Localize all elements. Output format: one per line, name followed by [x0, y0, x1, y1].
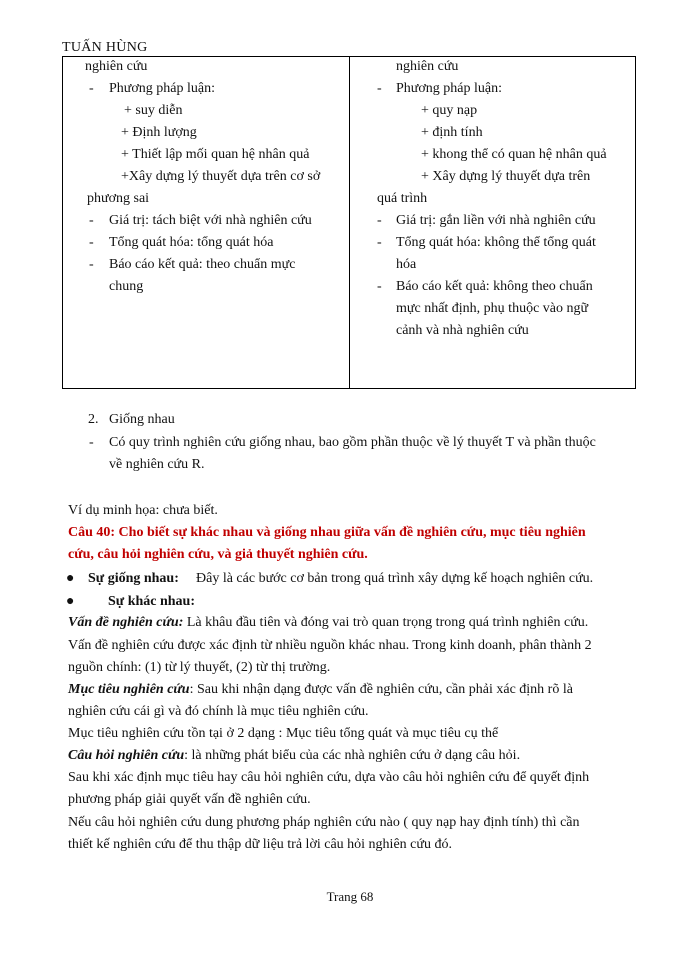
right-value: Giá trị: gắn liền với nhà nghiên cứu: [396, 213, 596, 228]
question-title-2: cứu, câu hỏi nghiên cứu, và giả thuyết nghiên cứu.: [68, 547, 368, 562]
right-method-3: + khong thể có quan hệ nhân quả: [421, 147, 607, 162]
right-report-2: mực nhất định, phụ thuộc vào ngữ: [396, 301, 589, 316]
objective-text: : Sau khi nhận dạng được vấn đề nghiên cứu, cần phải xác định rõ là: [189, 682, 573, 697]
right-line-0: nghiên cứu: [396, 59, 459, 74]
left-method-2: + Định lượng: [121, 125, 197, 140]
left-method-4b: phương sai: [87, 191, 150, 206]
right-gen-dash: -: [377, 235, 382, 250]
right-method-4b: quá trình: [377, 191, 428, 206]
left-method-title: Phương pháp luận:: [109, 81, 215, 96]
design-line-2: thiết kế nghiên cứu để thu thập dữ liệu trả lời câu hỏi nghiên cứu đó.: [68, 837, 452, 852]
left-report-dash: -: [89, 257, 94, 272]
right-method-dash: -: [377, 81, 382, 96]
objective-types: Mục tiêu nghiên cứu tồn tại ở 2 dạng : Mục tiêu tổng quát và mục tiêu cụ thể: [68, 726, 499, 741]
left-method-3: + Thiết lập mối quan hệ nhân quả: [121, 147, 310, 162]
bullet-icon: ●: [66, 594, 75, 609]
right-gen-2: hóa: [396, 257, 417, 272]
similarities-label: Sự giống nhau:: [88, 571, 179, 586]
objective-label: Mục tiêu nghiên cứu: [68, 682, 190, 697]
left-value-dash: -: [89, 213, 94, 228]
problem-line-3: nguồn chính: (1) từ lý thuyết, (2) từ thị trường.: [68, 660, 331, 675]
method-line-2: phương pháp giải quyết vấn đề nghiên cứu.: [68, 792, 311, 807]
left-method-dash: -: [89, 81, 94, 96]
question-label: Câu hỏi nghiên cứu: [68, 748, 185, 763]
similar-line-1: Có quy trình nghiên cứu giống nhau, bao gồm phần thuộc về lý thuyết T và phần thuộc: [109, 435, 596, 450]
similarities-text: Đây là các bước cơ bản trong quá trình xây dựng kế hoạch nghiên cứu.: [196, 571, 594, 586]
table-divider: [349, 57, 350, 388]
question-title-1: Câu 40: Cho biết sự khác nhau và giống nhau giữa vấn đề nghiên cứu, mục tiêu nghiên: [68, 525, 586, 540]
comparison-table: [62, 56, 636, 389]
paragraph-question: [68, 747, 520, 765]
question-text: : là những phát biểu của các nhà nghiên cứu ở dạng câu hỏi.: [184, 748, 521, 763]
paragraph-objective: [68, 681, 573, 699]
left-value: Giá trị: tách biệt với nhà nghiên cứu: [109, 213, 312, 228]
right-gen-1: Tổng quát hóa: không thể tổng quát: [396, 235, 596, 250]
left-method-4: +Xây dựng lý thuyết dựa trên cơ sở: [121, 169, 321, 184]
right-report-dash: -: [377, 279, 382, 294]
left-report-2: chung: [109, 279, 144, 294]
right-value-dash: -: [377, 213, 382, 228]
right-method-2: + định tính: [421, 125, 483, 140]
left-report-1: Báo cáo kết quả: theo chuẩn mực: [109, 257, 296, 272]
problem-line-2: Vấn đề nghiên cứu được xác định từ nhiều nguồn khác nhau. Trong kinh doanh, phân thành 2: [68, 638, 592, 653]
right-method-1: + quy nạp: [421, 103, 478, 118]
design-line-1: Nếu câu hỏi nghiên cứu dung phương pháp nghiên cứu nào ( quy nạp hay định tính) thì cần: [68, 815, 580, 830]
similar-title: Giống nhau: [109, 412, 175, 427]
paragraph-problem: [68, 614, 588, 632]
page-number: Trang 68: [326, 889, 374, 904]
left-line-0: nghiên cứu: [85, 59, 148, 74]
similar-number: 2.: [88, 412, 99, 427]
similar-line-2: về nghiên cứu R.: [109, 457, 205, 472]
right-report-3: cảnh và nhà nghiên cứu: [396, 323, 529, 338]
similar-dash: -: [89, 435, 94, 450]
method-line-1: Sau khi xác định mục tiêu hay câu hỏi nghiên cứu, dựa vào câu hỏi nghiên cứu để quyết định: [68, 770, 590, 785]
page-header: TUẤN HÙNG: [62, 40, 148, 55]
problem-text: Là khâu đầu tiên và đóng vai trò quan trọng trong quá trình nghiên cứu.: [183, 615, 589, 630]
objective-line-2: nghiên cứu cái gì và đó chính là mục tiêu nghiên cứu.: [68, 704, 369, 719]
bullet-icon: ●: [66, 571, 75, 586]
left-gen: Tổng quát hóa: tổng quát hóa: [109, 235, 274, 250]
left-gen-dash: -: [89, 235, 94, 250]
example-text: Ví dụ minh họa: chưa biết.: [68, 503, 218, 518]
problem-label: Vấn đề nghiên cứu:: [68, 615, 184, 630]
right-method-4: + Xây dựng lý thuyết dựa trên: [421, 169, 591, 184]
right-report-1: Báo cáo kết quả: không theo chuẩn: [396, 279, 593, 294]
right-method-title: Phương pháp luận:: [396, 81, 502, 96]
differences-label: Sự khác nhau:: [108, 594, 195, 609]
left-method-1: + suy diễn: [124, 103, 183, 118]
